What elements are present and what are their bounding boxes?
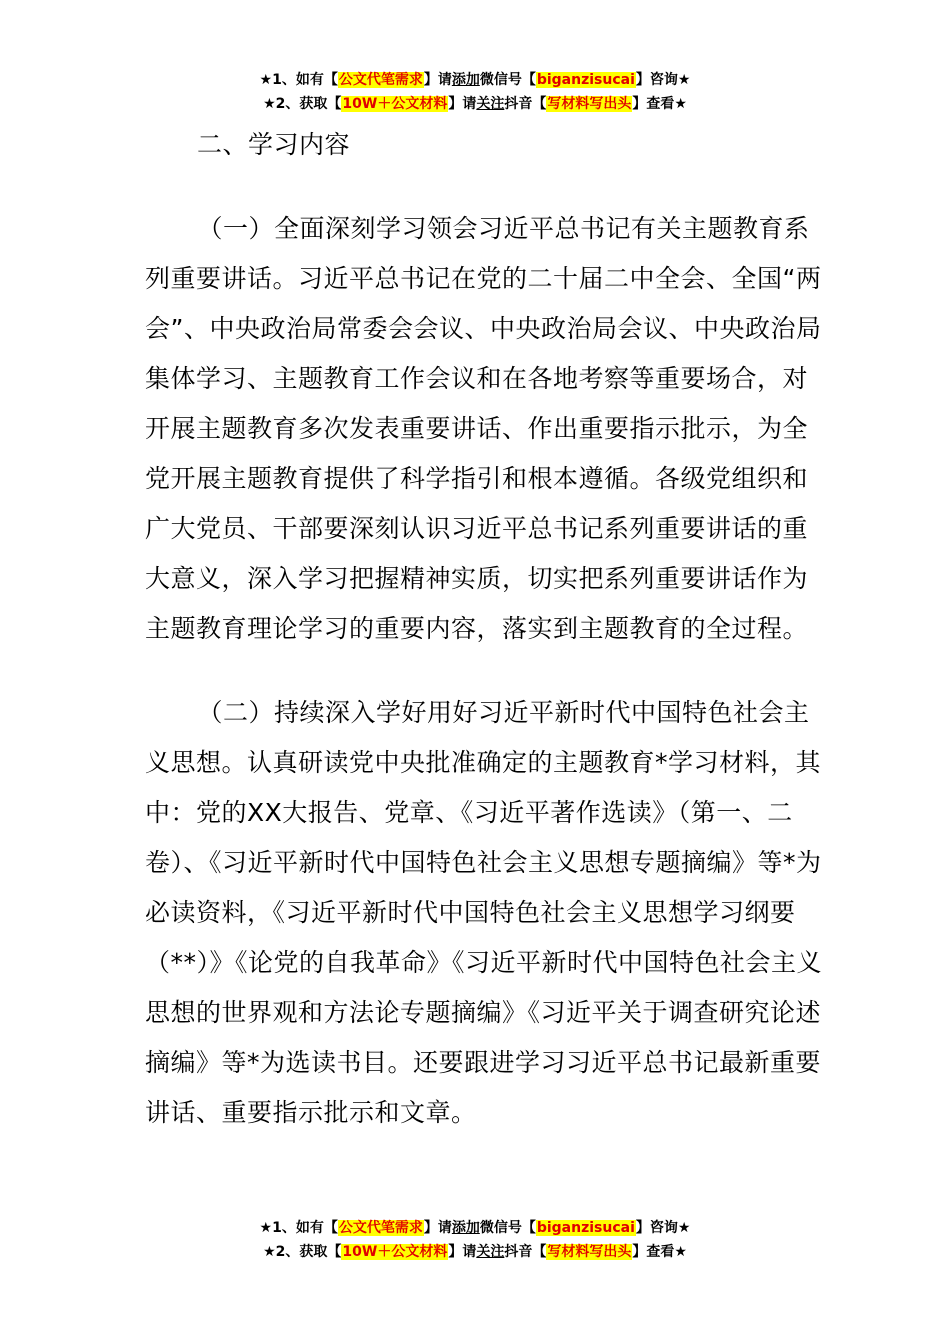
- promo-emphasis: 关注: [476, 96, 505, 112]
- promo-text: 微信号【: [479, 1220, 536, 1236]
- footer-promo-line-1: [0, 1216, 950, 1240]
- promo-text: 】咨询★: [635, 72, 691, 88]
- promo-text: 】查看★: [632, 96, 687, 112]
- paragraph-1: （一）全面深刻学习领会习近平总书记有关主题教育系列重要讲话。习近平总书记在党的二十届二中全会、全国“两会”、中央政治局常委会会议、中央政治局会议、中央政治局集体学习、主题教育工作会议和在各地考察等重要场合，对开展主题教育多次发表重要讲话、作出重要指示批示，为全党开展主题教育提供了科学指引和根本遵循。各级党组织和广大党员、干部要深刻认识习近平总书记系列重要讲话的重大意义，深入学习把握精神实质，切实把系列重要讲话作为主题教育理论学习的重要内容，落实到主题教育的全过程。: [145, 214, 822, 643]
- promo-text: 】请: [423, 1220, 452, 1236]
- promo-text: ★1、如有【: [259, 72, 338, 88]
- promo-douyin-id: 写材料写出头: [547, 1244, 632, 1260]
- promo-highlight: 10W＋公文材料: [342, 1244, 448, 1260]
- promo-text: ★1、如有【: [259, 1220, 338, 1236]
- promo-highlight: 公文代笔需求: [338, 1220, 423, 1236]
- promo-text: 抖音【: [504, 1244, 547, 1260]
- promo-emphasis: 添加: [451, 1220, 480, 1236]
- promo-text: 】请: [448, 96, 477, 112]
- promo-highlight: 10W＋公文材料: [342, 96, 448, 112]
- footer-promo-line-2: [0, 1240, 950, 1264]
- promo-text: 】请: [423, 72, 452, 88]
- header-promo-line-1: [0, 68, 950, 92]
- promo-emphasis: 添加: [451, 72, 480, 88]
- promo-douyin-id: 写材料写出头: [547, 96, 632, 112]
- promo-emphasis: 关注: [476, 1244, 505, 1260]
- document-body: [145, 120, 825, 1172]
- promo-text: 微信号【: [479, 72, 536, 88]
- paragraph-2: （二）持续深入学好用好习近平新时代中国特色社会主义思想。认真研读党中央批准确定的主题教育*学习材料，其中：党的XX大报告、党章、《习近平著作选读》（第一、二卷）、《习近平新时代中国特色社会主义思想专题摘编》等*为必读资料，《习近平新时代中国特色社会主义思想学习纲要（**）》《论党的自我革命》《习近平新时代中国特色社会主义思想的世界观和方法论专题摘编》《习近平关于调查研究论述摘编》等*为选读书目。还要跟进学习习近平总书记最新重要讲话、重要指示批示和文章。: [145, 698, 823, 1127]
- promo-wechat-id: biganzisucai: [536, 72, 635, 88]
- footer-promo-banner: [0, 1216, 950, 1264]
- promo-text: ★2、获取【: [263, 1244, 342, 1260]
- section-heading: 二、学习内容: [197, 130, 351, 159]
- promo-text: 抖音【: [504, 96, 547, 112]
- header-promo-line-2: [0, 92, 950, 116]
- promo-text: ★2、获取【: [263, 96, 342, 112]
- promo-text: 】查看★: [632, 1244, 687, 1260]
- header-promo-banner: [0, 68, 950, 116]
- promo-highlight: 公文代笔需求: [338, 72, 423, 88]
- promo-text: 】咨询★: [635, 1220, 691, 1236]
- promo-wechat-id: biganzisucai: [536, 1220, 635, 1236]
- promo-text: 】请: [448, 1244, 477, 1260]
